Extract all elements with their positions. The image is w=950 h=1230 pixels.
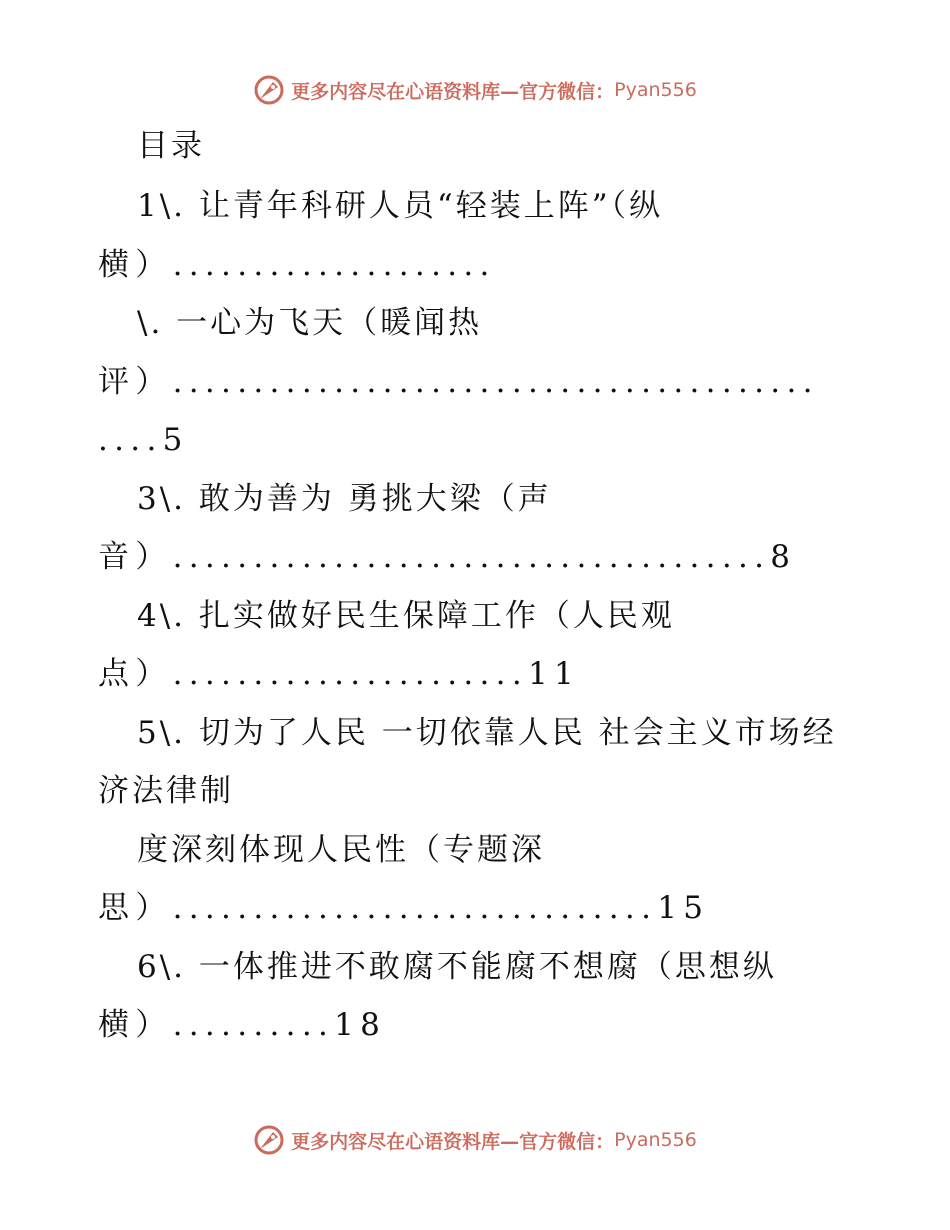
banner-handle: Pyan556 <box>614 1129 697 1151</box>
header-banner <box>0 70 950 110</box>
toc-line: 横）.................... <box>98 247 496 283</box>
toc-line: 济法律制 <box>98 773 234 809</box>
banner-handle: Pyan556 <box>614 79 697 101</box>
toc-line: 6\. 一体推进不敢腐不能腐不想腐（思想纵 <box>137 949 777 985</box>
toc-line: 度深刻体现人民性（专题深 <box>137 832 545 868</box>
pen-nib-logo-icon <box>253 1124 285 1156</box>
toc-line: 1\. 让青年科研人员“轻装上阵”（纵 <box>137 188 664 224</box>
toc-heading: 目录 <box>137 128 205 164</box>
toc-line: 音）.....................................8 <box>98 539 797 575</box>
toc-line: 3\. 敢为善为 勇挑大梁（声 <box>137 481 552 517</box>
toc-line: 评）........................................ <box>98 364 819 400</box>
banner-text: 更多内容尽在心语资料库—官方微信： <box>291 80 615 103</box>
toc-line: 思）..............................15 <box>98 890 710 926</box>
toc-line: 点）......................11 <box>98 656 581 692</box>
toc-line: 横）..........18 <box>98 1007 387 1043</box>
toc-line: \. 一心为飞天（暖闻热 <box>137 305 483 341</box>
footer-banner <box>0 1120 950 1160</box>
pen-nib-logo-icon <box>253 74 285 106</box>
banner-text: 更多内容尽在心语资料库—官方微信： <box>291 1130 615 1153</box>
toc-line: ....5 <box>98 422 189 458</box>
toc-line: 4\. 扎实做好民生保障工作（人民观 <box>137 598 675 634</box>
toc-line: 5\. 切为了人民 一切依靠人民 社会主义市场经 <box>137 715 837 751</box>
